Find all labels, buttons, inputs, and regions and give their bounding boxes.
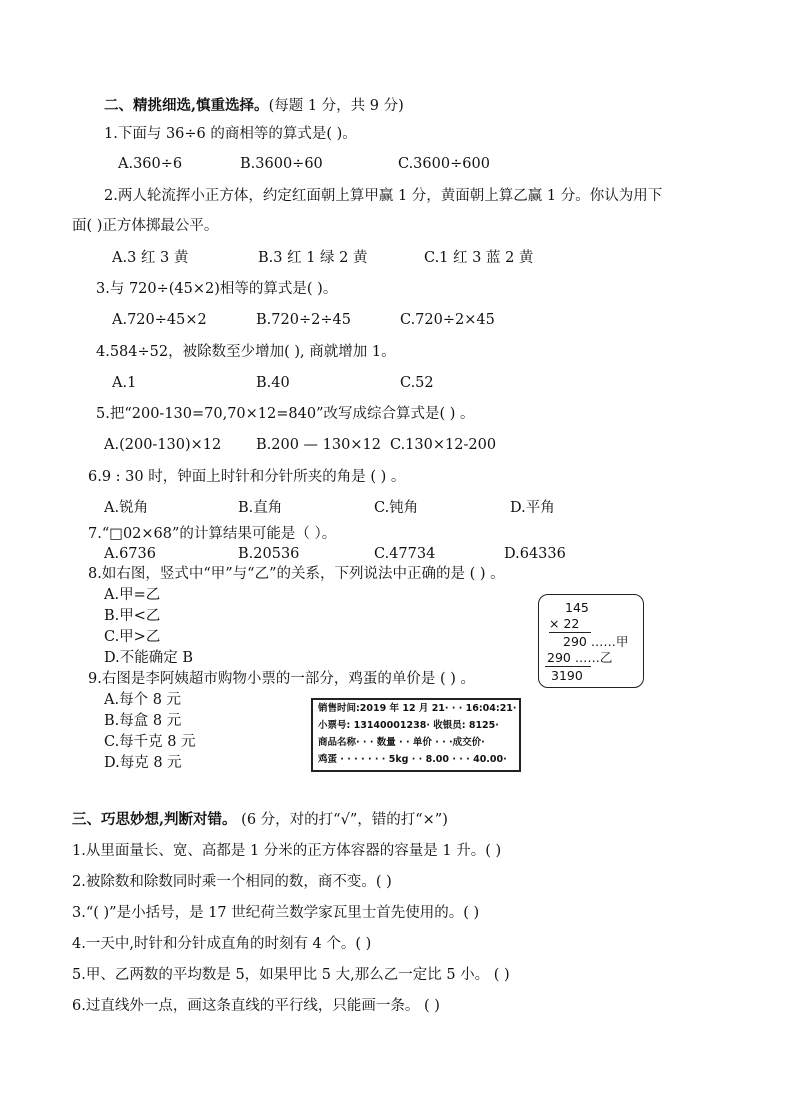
q7-stem: 7.“□02×68”的计算结果可能是（ ）。 <box>88 526 337 542</box>
q2-option-b[interactable]: B.3 红 1 绿 2 黄 <box>258 250 368 266</box>
receipt-row-time: 销售时间:2019 年 12 月 21· · · 16:04:21· <box>318 703 517 714</box>
calc-line-partial-jia: 290 ……甲 <box>563 634 629 649</box>
q3-stem: 3.与 720÷(45×2)相等的算式是( )。 <box>96 281 338 297</box>
q6-option-b[interactable]: B.直角 <box>238 500 283 516</box>
judge-item: 5.甲、乙两数的平均数是 5，如果甲比 5 大,那么乙一定比 5 小。 ( ) <box>72 967 510 983</box>
q2-option-a[interactable]: A.3 红 3 黄 <box>112 250 189 266</box>
q8-option-b[interactable]: B.甲<乙 <box>104 608 161 624</box>
q2-stem-line1: 2.两人轮流挥小正方体，约定红面朝上算甲赢 1 分，黄面朝上算乙赢 1 分。你认为用下 <box>104 188 663 204</box>
section3-heading <box>72 810 448 830</box>
q9-option-d[interactable]: D.每克 8 元 <box>104 755 182 771</box>
q9-stem: 9.右图是李阿姨超市购物小票的一部分，鸡蛋的单价是 ( ) 。 <box>88 671 475 687</box>
calc-line-multiplicand: 145 <box>565 600 589 615</box>
section2-heading <box>104 96 404 116</box>
q1-option-c[interactable]: C.3600÷600 <box>398 156 490 172</box>
q9-option-b[interactable]: B.每盒 8 元 <box>104 713 182 729</box>
receipt-row-egg: 鸡蛋 · · · · · · · 5kg · · 8.00 · · · 40.00· <box>318 754 507 765</box>
q1-stem: 1.下面与 36÷6 的商相等的算式是( )。 <box>104 126 357 142</box>
q5-option-a[interactable]: A.(200-130)×12 <box>104 437 222 453</box>
multiplication-figure <box>538 594 644 688</box>
receipt-row-number: 小票号: 13140001238· 收银员: 8125· <box>318 720 499 731</box>
q6-option-c[interactable]: C.钝角 <box>374 500 419 516</box>
q6-option-a[interactable]: A.锐角 <box>104 500 149 516</box>
q8-stem: 8.如右图，竖式中“甲”与“乙”的关系，下列说法中正确的是 ( ) 。 <box>88 566 505 582</box>
q4-option-c[interactable]: C.52 <box>400 375 434 391</box>
judge-item: 6.过直线外一点，画这条直线的平行线，只能画一条。 ( ) <box>72 998 440 1014</box>
calc-line-product: 3190 <box>551 668 583 683</box>
q4-stem: 4.584÷52，被除数至少增加( ), 商就增加 1。 <box>96 344 396 360</box>
section3-note: (6 分，对的打“√”，错的打“×”) <box>236 812 448 828</box>
q4-option-b[interactable]: B.40 <box>256 375 290 391</box>
q7-option-b[interactable]: B.20536 <box>238 546 300 562</box>
q5-option-b[interactable]: B.200 — 130×12 <box>256 437 381 453</box>
q3-option-a[interactable]: A.720÷45×2 <box>112 312 207 328</box>
judge-item: 1.从里面量长、宽、高都是 1 分米的正方体容器的容量是 1 升。( ) <box>72 843 502 859</box>
q6-option-d[interactable]: D.平角 <box>510 500 555 516</box>
q8-option-d[interactable]: D.不能确定 B <box>104 650 193 666</box>
q6-stem: 6.9 : 30 时，钟面上时针和分针所夹的角是 ( ) 。 <box>88 469 406 485</box>
q9-option-c[interactable]: C.每千克 8 元 <box>104 734 196 750</box>
q2-stem-line2: 面( )正方体掷最公平。 <box>72 218 219 234</box>
calc-rule-2 <box>545 666 591 667</box>
q9-option-a[interactable]: A.每个 8 元 <box>104 692 182 708</box>
q3-option-c[interactable]: C.720÷2×45 <box>400 312 495 328</box>
calc-line-multiplier: × 22 <box>549 616 580 631</box>
calc-line-partial-yi: 290 ……乙 <box>547 650 613 665</box>
section2-title: 二、精挑细选,慎重选择。 <box>104 97 269 114</box>
q7-option-c[interactable]: C.47734 <box>374 546 436 562</box>
judge-item: 2.被除数和除数同时乘一个相同的数，商不变。( ) <box>72 874 392 890</box>
q4-option-a[interactable]: A.1 <box>112 375 137 391</box>
q1-option-a[interactable]: A.360÷6 <box>118 156 183 172</box>
q7-option-a[interactable]: A.6736 <box>104 546 156 562</box>
q1-option-b[interactable]: B.3600÷60 <box>240 156 323 172</box>
q5-stem: 5.把“200-130=70,70×12=840”改写成综合算式是( ) 。 <box>96 406 475 422</box>
q8-option-a[interactable]: A.甲=乙 <box>104 587 161 603</box>
receipt-image <box>311 698 521 772</box>
judge-item: 4.一天中,时针和分针成直角的时刻有 4 个。( ) <box>72 936 372 952</box>
q7-option-d[interactable]: D.64336 <box>504 546 566 562</box>
section3-title: 三、巧思妙想,判断对错。 <box>72 811 237 828</box>
section2-note: (每题 1 分，共 9 分) <box>268 98 404 114</box>
q5-option-c[interactable]: C.130×12-200 <box>390 437 497 453</box>
receipt-row-header: 商品名称· · · 数量 · · 单价 · · ·成交价· <box>318 737 485 748</box>
judge-item: 3.“( )”是小括号，是 17 世纪荷兰数学家瓦里士首先使用的。( ) <box>72 905 480 921</box>
calc-rule-1 <box>549 632 591 633</box>
q2-option-c[interactable]: C.1 红 3 蓝 2 黄 <box>424 250 534 266</box>
q8-option-c[interactable]: C.甲>乙 <box>104 629 161 645</box>
q3-option-b[interactable]: B.720÷2÷45 <box>256 312 351 328</box>
